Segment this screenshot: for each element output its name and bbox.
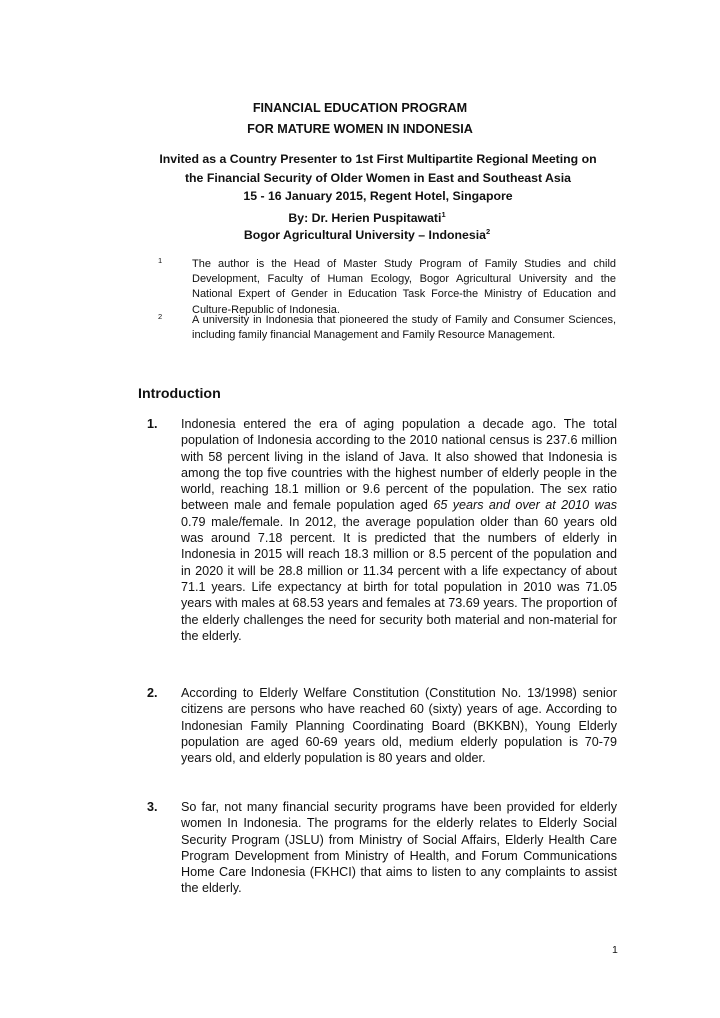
byline <box>0 210 720 244</box>
affiliation-line <box>0 227 720 244</box>
affiliation-name: Bogor Agricultural University – Indonesia <box>243 228 486 242</box>
document-title-line-1: FINANCIAL EDUCATION PROGRAM <box>252 101 468 115</box>
paragraph-number: 3. <box>147 800 158 814</box>
subtitle-line-2: the Financial Security of Older Women in East and Southeast Asia <box>184 170 572 185</box>
footnote-text: The author is the Head of Master Study Program of Family Studies and child Development, Faculty of Human Ecology, Bogor Agricultural University and the National Expert of Gender in Education Task Force-the Ministry of Education and Culture-Republic of Indonesia. <box>192 258 616 316</box>
affiliation-footnote-marker: 2 <box>485 226 491 236</box>
paragraph-text-italic: 65 years and over at 2010 was <box>433 498 617 513</box>
event-subtitle <box>0 150 720 206</box>
paragraph-text: According to Elderly Welfare Constitution (Constitution No. 13/1998) senior citizens are persons who have reached 60 (sixty) years of age. According to Indonesian Family Planning Coordinating Board (BKKBN), Young Elderly population are aged 60-69 years old, medium elderly population is 70-79 years old, and elderly population is 80 years and older. <box>181 686 617 766</box>
author-name: By: Dr. Herien Puspitawati <box>288 211 442 225</box>
page-number: 1 <box>612 944 618 956</box>
paragraph-text-part-b: 0.79 male/female. In 2012, the average population older than 60 years old was around 7.18 percent. It is predicted that the numbers of elderly in Indonesia in 2015 will reach 18.3 million or 8.5 percent of the population and in 2020 it will be 28.8 million or 11.34 percent with a life expectancy of about 71.1 years. Life expectancy at birth for total population in 2010 was 71.05 years with males at 68.53 years and females at 73.69 years. The proportion of the elderly challenges the need for security both material and non-material for the elderly. <box>181 514 617 643</box>
footnote-number: 1 <box>158 256 163 265</box>
footnote-number: 2 <box>158 312 163 321</box>
subtitle-line-1: Invited as a Country Presenter to 1st First Multipartite Regional Meeting on <box>159 152 597 166</box>
section-heading: Introduction <box>138 386 221 402</box>
document-title-line-2: FOR MATURE WOMEN IN INDONESIA <box>247 122 473 136</box>
paragraph-number: 2. <box>147 686 158 700</box>
footnote-text: A university in Indonesia that pioneered the study of Family and Consumer Sciences, including family financial Management and Family Resource Management. <box>192 314 616 342</box>
paragraph-number: 1. <box>147 417 158 431</box>
author-footnote-marker: 1 <box>441 209 446 219</box>
author-line <box>0 210 720 227</box>
paragraph-text <box>181 416 617 644</box>
subtitle-line-3: 15 - 16 January 2015, Regent Hotel, Singapore <box>243 189 513 203</box>
paragraph-text: So far, not many financial security programs have been provided for elderly women In Indonesia. The programs for the elderly relates to Elderly Social Security Program (JSLU) from Ministry of Social Affairs, Elderly Health Care Program Development from Ministry of Health, and Forum Communications Home Care Indonesia (FKHCI) that aims to listen to any complaints to assist the elderly. <box>181 800 617 896</box>
paragraph-text-part-a: Indonesia entered the era of aging population a decade ago. The total population of Indonesia according to the 2010 national census is 237.6 million with 58 percent living in the island of Java. It also showed that Indonesia is among the top five countries with the highest number of elderly people in the world, reaching 18.1 million or 9.6 percent of the population. The sex ratio between male and female population aged <box>181 417 617 513</box>
